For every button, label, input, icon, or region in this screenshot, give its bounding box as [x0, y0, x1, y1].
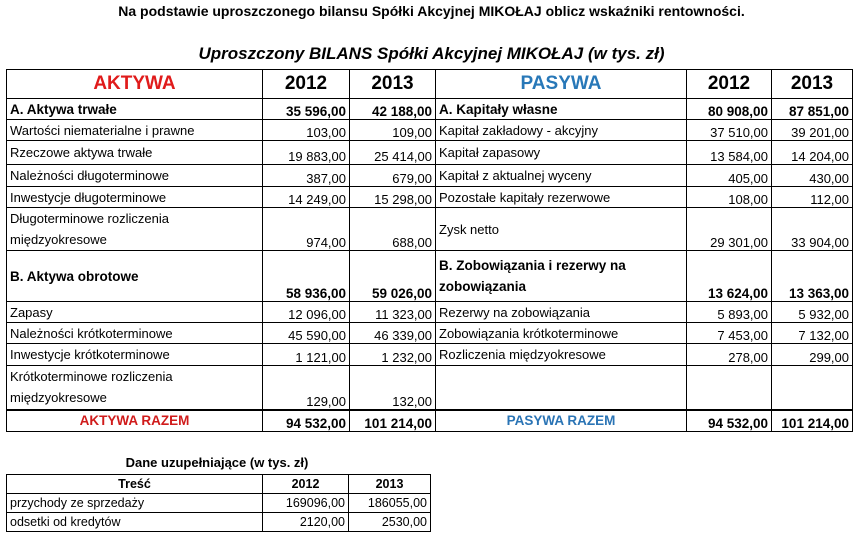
- table-row: [7, 208, 853, 251]
- aktywa-value-2013: 59 026,00: [350, 251, 436, 302]
- pasywa-value-2012: 29 301,00: [687, 208, 772, 251]
- pasywa-label: Zysk netto: [436, 208, 687, 251]
- pasywa-label: Kapitał z aktualnej wyceny: [436, 165, 687, 187]
- table-row: [7, 323, 853, 344]
- table-row: [7, 513, 431, 532]
- pasywa-value-2013: 87 851,00: [772, 99, 853, 120]
- table-row: [7, 120, 853, 141]
- pasywa-label: B. Zobowiązania i rezerwy na zobowiązania: [436, 251, 687, 302]
- aktywa-value-2012: 45 590,00: [263, 323, 350, 344]
- pasywa-value-2013: 112,00: [772, 187, 853, 208]
- pasywa-label: [436, 366, 687, 410]
- aktywa-total-2013: 101 214,00: [350, 410, 436, 432]
- table-row: [7, 187, 853, 208]
- pasywa-value-2012: 13 624,00: [687, 251, 772, 302]
- pasywa-value-2013: 14 204,00: [772, 141, 853, 165]
- pasywa-label: Zobowiązania krótkoterminowe: [436, 323, 687, 344]
- aktywa-label: Długoterminowe rozliczenia międzyokresowe: [7, 208, 263, 251]
- aktywa-value-2013: 109,00: [350, 120, 436, 141]
- table-row: [7, 344, 853, 366]
- pasywa-year-2012: 2012: [687, 70, 772, 99]
- pasywa-value-2013: 7 132,00: [772, 323, 853, 344]
- pasywa-label: Kapitał zapasowy: [436, 141, 687, 165]
- aktywa-value-2013: 688,00: [350, 208, 436, 251]
- aktywa-value-2012: 387,00: [263, 165, 350, 187]
- balance-total-row: [7, 410, 853, 432]
- aktywa-total-label: AKTYWA RAZEM: [7, 410, 263, 432]
- aktywa-label: Inwestycje krótkoterminowe: [7, 344, 263, 366]
- supplementary-data-table: [6, 474, 431, 532]
- aktywa-total-2012: 94 532,00: [263, 410, 350, 432]
- aktywa-value-2013: 679,00: [350, 165, 436, 187]
- table-row: [7, 302, 853, 323]
- aktywa-value-2012: 12 096,00: [263, 302, 350, 323]
- table-row: [7, 141, 853, 165]
- aktywa-year-2013: 2013: [350, 70, 436, 99]
- column-header-2013: 2013: [349, 475, 431, 494]
- aktywa-label: A. Aktywa trwałe: [7, 99, 263, 120]
- pasywa-value-2013: 430,00: [772, 165, 853, 187]
- aktywa-value-2012: 35 596,00: [263, 99, 350, 120]
- balance-title: Uproszczony BILANS Spółki Akcyjnej MIKOŁAJ (w tys. zł): [198, 44, 665, 63]
- pasywa-value-2012: 80 908,00: [687, 99, 772, 120]
- aktywa-year-2012: 2012: [263, 70, 350, 99]
- aktywa-value-2013: 15 298,00: [350, 187, 436, 208]
- aktywa-value-2012: 1 121,00: [263, 344, 350, 366]
- balance-header-row: [7, 70, 853, 99]
- pasywa-value-2013: [772, 366, 853, 410]
- aktywa-value-2013: 25 414,00: [350, 141, 436, 165]
- pasywa-value-2012: 13 584,00: [687, 141, 772, 165]
- aktywa-value-2013: 1 232,00: [350, 344, 436, 366]
- table-row: [7, 251, 853, 302]
- aktywa-value-2012: 14 249,00: [263, 187, 350, 208]
- pasywa-value-2012: 5 893,00: [687, 302, 772, 323]
- pasywa-total-2013: 101 214,00: [772, 410, 853, 432]
- aktywa-label: Zapasy: [7, 302, 263, 323]
- aktywa-label: Należności krótkoterminowe: [7, 323, 263, 344]
- pasywa-year-2013: 2013: [772, 70, 853, 99]
- column-header-2012: 2012: [263, 475, 349, 494]
- aktywa-value-2013: 42 188,00: [350, 99, 436, 120]
- table-row: [7, 99, 853, 120]
- aktywa-label: Inwestycje długoterminowe: [7, 187, 263, 208]
- aktywa-value-2013: 132,00: [350, 366, 436, 410]
- table-row: [7, 366, 853, 410]
- aktywa-value-2012: 103,00: [263, 120, 350, 141]
- pasywa-value-2013: 5 932,00: [772, 302, 853, 323]
- aktywa-label: Wartości niematerialne i prawne: [7, 120, 263, 141]
- supplementary-value-2012: 169096,00: [263, 494, 349, 513]
- pasywa-value-2013: 13 363,00: [772, 251, 853, 302]
- pasywa-label: Rezerwy na zobowiązania: [436, 302, 687, 323]
- pasywa-value-2012: 37 510,00: [687, 120, 772, 141]
- supplementary-header-row: [7, 475, 431, 494]
- aktywa-value-2013: 11 323,00: [350, 302, 436, 323]
- table-row: [7, 165, 853, 187]
- pasywa-value-2012: 278,00: [687, 344, 772, 366]
- supplementary-value-2013: 186055,00: [349, 494, 431, 513]
- aktywa-value-2012: 19 883,00: [263, 141, 350, 165]
- supplementary-data-title: Dane uzupełniające (w tys. zł): [125, 455, 309, 470]
- aktywa-label: Krótkoterminowe rozliczenia międzyokresowe: [7, 366, 263, 410]
- supplementary-label: przychody ze sprzedaży: [7, 494, 263, 513]
- pasywa-label: Kapitał zakładowy - akcyjny: [436, 120, 687, 141]
- pasywa-label: Pozostałe kapitały rezerwowe: [436, 187, 687, 208]
- supplementary-value-2012: 2120,00: [263, 513, 349, 532]
- supplementary-label: odsetki od kredytów: [7, 513, 263, 532]
- pasywa-value-2013: 299,00: [772, 344, 853, 366]
- pasywa-total-label: PASYWA RAZEM: [436, 410, 687, 432]
- aktywa-value-2012: 129,00: [263, 366, 350, 410]
- pasywa-total-2012: 94 532,00: [687, 410, 772, 432]
- pasywa-label: Rozliczenia międzyokresowe: [436, 344, 687, 366]
- table-row: [7, 494, 431, 513]
- supplementary-value-2013: 2530,00: [349, 513, 431, 532]
- pasywa-value-2013: 39 201,00: [772, 120, 853, 141]
- pasywa-value-2012: 108,00: [687, 187, 772, 208]
- pasywa-value-2012: [687, 366, 772, 410]
- task-instruction: Na podstawie uproszczonego bilansu Spółki Akcyjnej MIKOŁAJ oblicz wskaźniki rentowności.: [118, 3, 745, 19]
- balance-sheet-table: [6, 69, 853, 432]
- aktywa-header: AKTYWA: [7, 70, 263, 99]
- aktywa-label: B. Aktywa obrotowe: [7, 251, 263, 302]
- pasywa-value-2012: 405,00: [687, 165, 772, 187]
- column-header-tresc: Treść: [7, 475, 263, 494]
- pasywa-header: PASYWA: [436, 70, 687, 99]
- aktywa-value-2012: 58 936,00: [263, 251, 350, 302]
- pasywa-label: A. Kapitały własne: [436, 99, 687, 120]
- pasywa-value-2012: 7 453,00: [687, 323, 772, 344]
- pasywa-value-2013: 33 904,00: [772, 208, 853, 251]
- aktywa-label: Należności długoterminowe: [7, 165, 263, 187]
- aktywa-value-2012: 974,00: [263, 208, 350, 251]
- aktywa-label: Rzeczowe aktywa trwałe: [7, 141, 263, 165]
- aktywa-value-2013: 46 339,00: [350, 323, 436, 344]
